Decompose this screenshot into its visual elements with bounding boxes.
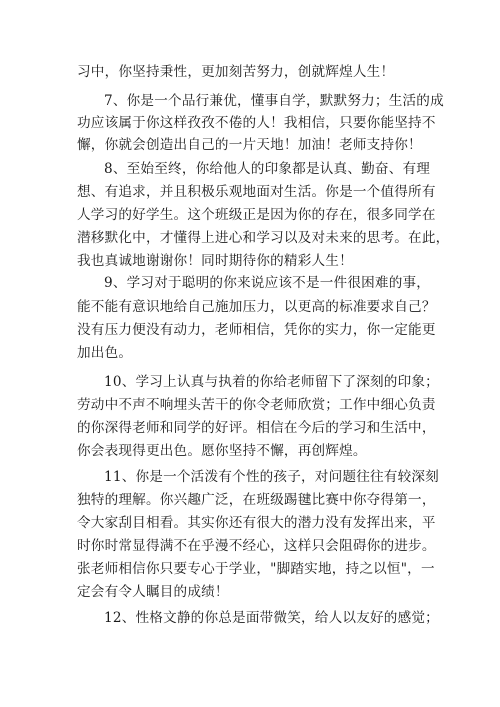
text-line: 12、性格文静的你总是面带微笑，给人以友好的感觉； <box>104 610 439 626</box>
text-line: 潜移默化中，才懂得上进心和学习以及对未来的思考。在此， <box>77 230 450 246</box>
text-line: 独特的理解。你兴趣广泛，在班级踢毽比赛中你夺得第一， <box>77 492 436 508</box>
text-line: 我也真诚地谢谢你！同时期待你的精彩人生！ <box>77 253 353 269</box>
text-line: 11、你是一个活泼有个性的孩子，对问题往往有较深刻 <box>104 469 439 485</box>
text-line: 8、至始至终，你给他人的印象都是认真、勤奋、有理 <box>104 161 431 177</box>
text-line: 功应该属于你这样孜孜不倦的人！我相信，只要你能坚持不 <box>77 115 436 131</box>
text-line: 10、学习上认真与执着的你给老师留下了深刻的印象； <box>104 374 439 390</box>
text-line: 时你时常显得满不在乎漫不经心，这样只会阻碍你的进步。 <box>77 538 436 554</box>
text-line: 劳动中不声不响埋头苦干的你令老师欣赏；工作中细心负责 <box>77 397 436 413</box>
text-line: 7、你是一个品行兼优，懂事自学，默默努力；生活的成 <box>104 93 444 109</box>
text-line: 的你深得老师和同学的好评。相信在今后的学习和生活中， <box>77 420 436 436</box>
text-line: 你会表现得更出色。愿你坚持不懈，再创辉煌。 <box>77 443 367 459</box>
text-line: 人学习的好学生。这个班级正是因为你的存在，很多同学在 <box>77 207 436 223</box>
text-line: 想、有追求，并且积极乐观地面对生活。你是一个值得所有 <box>77 184 436 200</box>
text-line: 没有压力便没有动力，老师相信，凭你的实力，你一定能更 <box>77 322 436 338</box>
text-line: 能不能有意识地给自己施加压力，以更高的标准要求自己？ <box>77 299 436 315</box>
text-line: 习中，你坚持秉性，更加刻苦努力，创就辉煌人生！ <box>77 64 395 80</box>
text-line: 令大家刮目相看。其实你还有很大的潜力没有发挥出来，平 <box>77 515 436 531</box>
text-line: 懈，你就会创造出自己的一片天地！加油！老师支持你！ <box>77 137 422 153</box>
text-line: 9、学习对于聪明的你来说应该不是一件很困难的事， <box>104 275 431 291</box>
text-line: 定会有令人瞩目的成绩！ <box>77 584 229 600</box>
text-line: 加出色。 <box>77 345 133 361</box>
text-line: 张老师相信你只要专心于学业，"脚踏实地，持之以恒"，一 <box>77 561 435 577</box>
